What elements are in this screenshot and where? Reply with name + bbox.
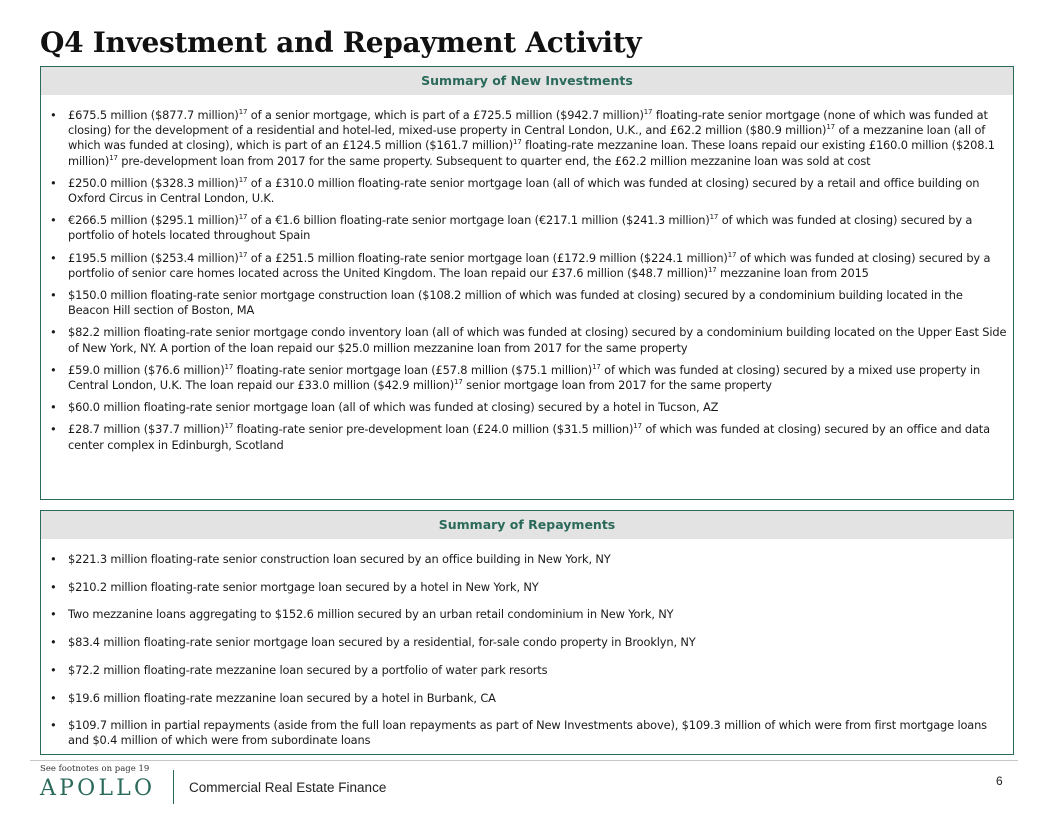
item-text: $19.6 million floating-rate mezzanine loan secured by a hotel in Burbank, CA [68, 690, 496, 705]
item-text: $109.7 million in partial repayments (aside from the full loan repayments as part of New Investments above), $109.3 million of which were from first mortgage loans and $0.4 million of which were from subordinate loans [68, 718, 987, 748]
footnote-marker: 17 [643, 108, 653, 117]
bullet-icon: • [50, 552, 57, 566]
bullet-icon: • [50, 718, 57, 733]
bullet-icon: • [50, 690, 57, 705]
repayments-panel [40, 510, 1014, 755]
item-text: $83.4 million floating-rate senior mortgage loan secured by a residential, for-sale condo property in Brooklyn, NY [68, 635, 696, 650]
item-text: $221.3 million floating-rate senior construction loan secured by an office building in New York, NY [68, 552, 611, 566]
item-text: senior mortgage loan from 2017 for the same property [462, 378, 772, 393]
item-text: Two mezzanine loans aggregating to $152.6 million secured by an urban retail condominium in New York, NY [68, 607, 674, 622]
item-text: of which was funded at closing) secured by a portfolio of hotels located throughout Spain [68, 213, 973, 243]
item-text: $210.2 million floating-rate senior mortgage loan secured by a hotel in New York, NY [68, 579, 539, 594]
item-text: of a senior mortgage, which is part of a £725.5 million ($942.7 million) [247, 108, 644, 122]
list-item [41, 552, 1013, 567]
bullet-icon: • [50, 213, 57, 228]
footnote-marker: 17 [707, 266, 717, 275]
footnote-reference: See footnotes on page 19 [40, 764, 150, 774]
list-item [41, 213, 1013, 243]
item-text: $82.2 million floating-rate senior mortgage condo inventory loan (all of which was funded at closing) secured by a condominium building located on the Upper East Side of New York, NY. A portion of the loan repaid our $25.0 million mezzanine loan from 2017 for the same property [68, 325, 1007, 355]
item-text: £59.0 million ($76.6 million) [68, 362, 225, 377]
footnote-marker: 17 [238, 176, 248, 185]
bullet-icon: • [50, 607, 57, 622]
item-text: $150.0 million floating-rate senior mortgage construction loan ($108.2 million of which was funded at closing) secured by a condominium building located in the Beacon Hill section of Boston, MA [68, 288, 963, 318]
footnote-marker: 17 [633, 422, 642, 431]
bullet-icon: • [50, 175, 57, 190]
apollo-logo: APOLLO [40, 776, 156, 801]
footer-divider-line [30, 760, 1018, 761]
list-item [41, 363, 1013, 393]
footnote-marker: 17 [592, 363, 601, 372]
item-text: £28.7 million ($37.7 million) [68, 422, 225, 437]
page-title: Q4 Investment and Repayment Activity [40, 26, 642, 59]
item-text: pre-development loan from 2017 for the same property. Subsequent to quarter end, the £62.2 million mezzanine loan was sold at cost [117, 153, 871, 168]
bullet-icon: • [50, 108, 57, 122]
bullet-icon: • [50, 579, 57, 594]
item-text: of a £310.0 million floating-rate senior mortgage loan (all of which was funded at closing) secured by a retail and office building on Oxford Circus in Central London, U.K. [68, 175, 980, 206]
division-name: Commercial Real Estate Finance [189, 780, 387, 795]
item-text: $60.0 million floating-rate senior mortgage loan (all of which was funded at closing) secured by a hotel in Tucson, AZ [68, 400, 719, 415]
list-item [41, 251, 1013, 281]
list-item [41, 635, 1013, 650]
footnote-marker: 17 [238, 213, 248, 222]
list-item [41, 400, 1013, 415]
item-text: of which was funded at closing) secured by an office and data center complex in Edinburgh, Scotland [68, 422, 990, 452]
item-text: €266.5 million ($295.1 million) [68, 213, 239, 228]
footnote-marker: 17 [826, 123, 835, 132]
new-investments-panel [40, 66, 1014, 500]
footnote-marker: 17 [454, 378, 463, 387]
bullet-icon: • [50, 635, 57, 650]
item-text: of a mezzanine loan (all of which was funded at closing), which is part of an £124.5 million ($161.7 million) [68, 123, 986, 153]
item-text: £195.5 million ($253.4 million) [68, 250, 239, 265]
item-text: of which was funded at closing) secured by a portfolio of senior care homes located across the United Kingdom. The loan repaid our £37.6 million ($48.7 million) [68, 250, 991, 280]
bullet-icon: • [50, 325, 57, 340]
footnote-marker: 17 [513, 138, 522, 147]
item-text: mezzanine loan from 2015 [716, 265, 869, 280]
item-text: floating-rate mezzanine loan. These loans repaid our existing £160.0 million ($208.1 million) [68, 138, 995, 168]
new-investments-heading: Summary of New Investments [41, 67, 1013, 95]
list-item [41, 607, 1013, 622]
list-item [41, 422, 1013, 452]
footnote-marker: 17 [224, 363, 234, 372]
footnote-marker: 17 [109, 153, 118, 162]
list-item [41, 288, 1013, 318]
list-item [41, 691, 1013, 706]
item-text: floating-rate senior mortgage loan (£57.8 million ($75.1 million) [233, 362, 593, 377]
item-text: floating-rate senior mortgage (none of which was funded at closing) for the development of a residential and hotel-led, mixed-use property in Central London, U.K., and £62.2 million ($80.9 million) [68, 108, 988, 138]
list-item [41, 663, 1013, 678]
list-item [41, 718, 1013, 748]
bullet-icon: • [50, 362, 57, 377]
page-number: 6 [996, 774, 1003, 788]
item-text: £675.5 million ($877.7 million) [68, 108, 239, 122]
item-text: of which was funded at closing) secured by a mixed use property in Central London, U.K. The loan repaid our £33.0 million ($42.9 million) [68, 362, 981, 393]
bullet-icon: • [50, 250, 57, 265]
item-text: floating-rate senior pre-development loan (£24.0 million ($31.5 million) [233, 422, 634, 437]
bullet-icon: • [50, 422, 57, 437]
repayments-heading: Summary of Repayments [41, 511, 1013, 539]
logo-divider [173, 770, 174, 804]
repayments-list [41, 539, 1013, 749]
list-item [41, 580, 1013, 595]
bullet-icon: • [50, 400, 57, 415]
item-text: £250.0 million ($328.3 million) [68, 175, 239, 190]
bullet-icon: • [50, 662, 57, 677]
footnote-marker: 17 [709, 213, 719, 222]
new-investments-list [41, 95, 1013, 453]
list-item [41, 176, 1013, 206]
list-item [41, 325, 1013, 355]
item-text: of a €1.6 billion floating-rate senior mortgage loan (€217.1 million ($241.3 million) [247, 213, 710, 228]
footnote-marker: 17 [727, 250, 737, 259]
item-text: $72.2 million floating-rate mezzanine loan secured by a portfolio of water park resorts [68, 662, 548, 677]
item-text: of a £251.5 million floating-rate senior mortgage loan (£172.9 million ($224.1 million) [247, 250, 728, 265]
footnote-marker: 17 [238, 250, 248, 259]
footnote-marker: 17 [224, 422, 234, 431]
footnote-marker: 17 [238, 108, 248, 117]
list-item [41, 108, 1013, 169]
bullet-icon: • [50, 288, 57, 303]
